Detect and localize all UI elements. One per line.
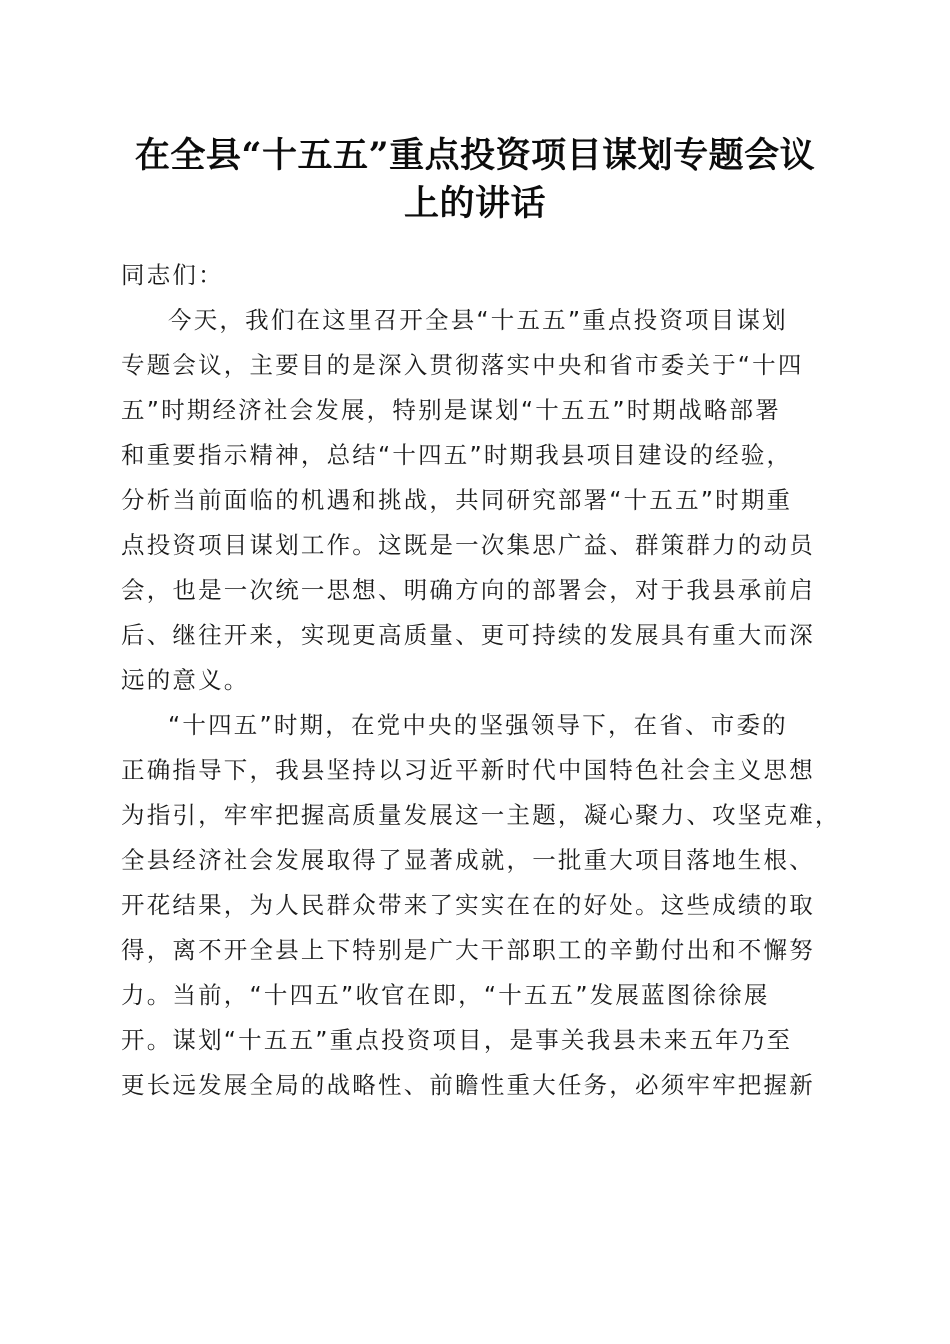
paragraph-line: 分析当前面临的机遇和挑战，共同研究部署“十五五”时期重 [121, 486, 793, 514]
paragraph-line: 会，也是一次统一思想、明确方向的部署会，对于我县承前启 [121, 576, 815, 604]
paragraph-line: 更长远发展全局的战略性、前瞻性重大任务，必须牢牢把握新 [121, 1071, 815, 1099]
paragraph-line: 开。谋划“十五五”重点投资项目，是事关我县未来五年乃至 [121, 1026, 793, 1054]
paragraph-line: “十四五”时期，在党中央的坚强领导下，在省、市委的 [168, 711, 788, 739]
paragraph-1 [121, 298, 831, 703]
paragraph-line: 今天，我们在这里召开全县“十五五”重点投资项目谋划 [168, 306, 788, 334]
greeting: 同志们： [121, 261, 224, 289]
paragraph-line: 力。当前，“十四五”收官在即，“十五五”发展蓝图徐徐展 [121, 981, 770, 1009]
paragraph-line: 后、继往开来，实现更高质量、更可持续的发展具有重大而深 [121, 621, 815, 649]
paragraph-line: 专题会议，主要目的是深入贯彻落实中央和省市委关于“十四 [121, 351, 804, 379]
speech-body [121, 253, 841, 1108]
page-title [100, 132, 850, 228]
paragraph-line: 得，离不开全县上下特别是广大干部职工的辛勤付出和不懈努 [121, 936, 815, 964]
title-line-2: 上的讲话 [403, 183, 546, 224]
title-line-1: 在全县“十五五”重点投资项目谋划专题会议 [134, 135, 816, 176]
paragraph-line: 点投资项目谋划工作。这既是一次集思广益、群策群力的动员 [121, 531, 815, 559]
paragraph-line: 和重要指示精神，总结“十四五”时期我县项目建设的经验， [121, 441, 793, 469]
paragraph-line: 为指引，牢牢把握高质量发展这一主题，凝心聚力、攻坚克难， [121, 801, 841, 829]
paragraph-line: 全县经济社会发展取得了显著成就，一批重大项目落地生根、 [121, 846, 815, 874]
paragraph-line: 开花结果，为人民群众带来了实实在在的好处。这些成绩的取 [121, 891, 815, 919]
paragraph-line: 五”时期经济社会发展，特别是谋划“十五五”时期战略部署 [121, 396, 781, 424]
paragraph-line: 正确指导下，我县坚持以习近平新时代中国特色社会主义思想 [121, 756, 815, 784]
paragraph-line: 远的意义。 [121, 666, 250, 694]
paragraph-2 [121, 703, 841, 1108]
